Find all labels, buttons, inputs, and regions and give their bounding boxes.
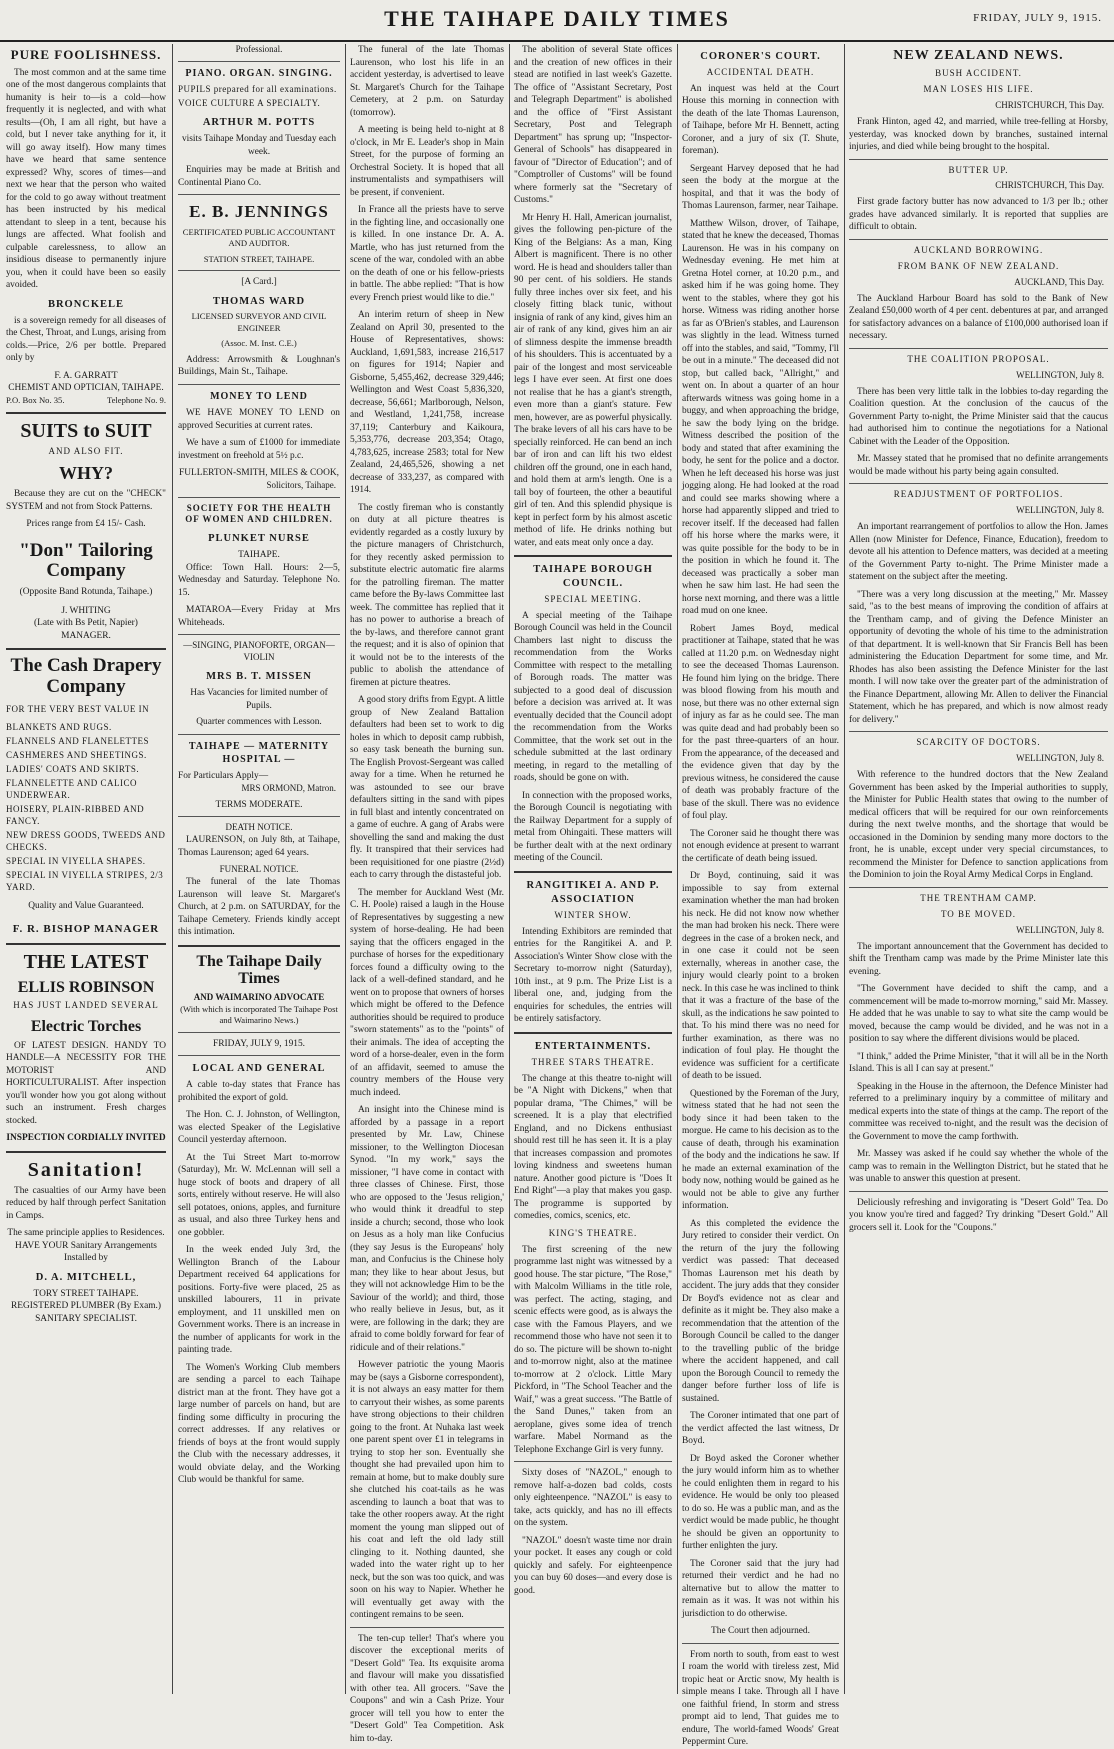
trentham-heading: THE TRENTHAM CAMP. — [920, 892, 1037, 903]
bush-accident-heading: BUSH ACCIDENT. — [935, 68, 1022, 79]
news-paragraph: In France all the priests have to serve in the fighting line, and occasionally one is killed. In one instance Dr. A. A. Martle, who has just returned from the scene of the war, condoled with an abbe on the death of one or his fellow-priests in battle. The abbe replied: "That is how every French priest would like to die." — [350, 205, 504, 303]
borough-paragraph: A special meeting of the Taihape Borough Council was held in the Council Chambers last night to discuss the recommendation from the Works Committee with respect to the metalling of Borough roads. The matter was subjected to a good deal of discussion before a decision was arrived at. It was eventually decided that the Council adopt the recommendation from the Works Committee, that the work set out in the schedule submitted at the last ordinary meeting, in regard to the metalling of roads, should be gone on with. — [514, 610, 672, 784]
cash-drapery-quality: Quality and Value Guaranteed. — [28, 900, 144, 911]
potts-enquiries: Enquiries may be made at British and Continental Piano Co. — [178, 165, 340, 188]
divider — [178, 61, 340, 62]
court-adjourned: The Court then adjourned. — [711, 1626, 810, 1637]
plunket-body: Office: Town Hall. Hours: 2—5, Wednesday and Saturday. Telephone No. 15. — [178, 562, 340, 598]
divider — [178, 634, 340, 635]
paper-date: FRIDAY, JULY 9, 1915. — [213, 1038, 305, 1049]
news-paragraph: The funeral of the late Thomas Laurenson, who lost his life in an accident yesterday, is advertised to leave St. Margaret's Church for the Taihape Cemetery, at 2 p.m. on Saturday (tomorrow). — [350, 45, 504, 118]
column-rule — [509, 44, 510, 1694]
missen-quarter: Quarter commences with Lesson. — [196, 717, 322, 728]
column-5-coroner — [682, 44, 839, 1748]
divider — [514, 1032, 672, 1034]
ward-name: THOMAS WARD — [212, 295, 306, 307]
inquest-paragraph: Robert James Boyd, medical practitioner at Taihape, stated that he was called at 11.20 p.m. on Wednesday night to see the deceased Thomas Laurenson. He found him lying on the bridge. There was blood flowing from his mouth and nose, but there was no other external sign of injury as far as he could see. The man was quite dead and had probably been so for the past three-quarters of an hour. From the appearance, of the deceased and the evidence given that day by the previous witness, he considered the cause of death was probably fracture of the base of the skull. There was no evidence of foul play. — [682, 623, 839, 822]
column-rule — [844, 44, 845, 1694]
divider — [178, 194, 340, 195]
divider — [514, 555, 672, 557]
dateline: WELLINGTON, July 8. — [1016, 753, 1104, 764]
coroners-court-heading: CORONER'S COURT. — [700, 51, 821, 62]
news-paragraph: The member for Auckland West (Mr. C. H. Poole) raised a laugh in the House of Representatives by suggesting a new system of horse-dealing. He had been saying that the officers engaged in the purchase of horses for the expeditionary forces found a difficulty owing to the lack of a well-defined standard, and he went on to propose that owners of horses which might be offered to the Defence authorities should be required to produce "sworn statements" as to the "points" of their animals. The idea of accepting the word of a horse-dealer, even in the form of an affidavit, seemed to amuse the country members of the House very much indeed. — [350, 887, 504, 1098]
cash-drapery-item: CASHMERES AND SHEETINGS. — [6, 750, 147, 761]
ellis-robinson-heading: ELLIS ROBINSON — [17, 978, 155, 996]
suits-price: Prices range from £4 15/- Cash. — [26, 519, 146, 530]
column-rule — [345, 44, 346, 1694]
news-paragraph: A good story drifts from Egypt. A little group of New Zealand Battalion defaulters had been set to work to dig holes in which to deposit camp rubbish, so easy task beneath the burning sun. The English Provost-Sergeant was called away for a time. When he returned he was astounded to see our brave defaulters sitting in the sand with pipes in full blast and intently concentrated on a game of euchre. A gang of Arabs were shovelling the sand and making the dust fly. It transpired that their services had been requisitioned for one piastre (2½d) each to carry through the distasteful job. — [350, 695, 504, 880]
funeral-notice-body: The funeral of the late Thomas Laurenson will leave St. Margaret's Church, at 2 p.m. on SATURDAY, for the Taihape Cemetery. Friends kindly accept this intimation. — [178, 877, 340, 938]
cash-drapery-item: LADIES' COATS AND SKIRTS. — [6, 764, 140, 775]
kings-theatre-paragraph: The first screening of the new programme last night was witnessed by a good house. The star picture, "The Rose," with Malcolm Williams in the title role, was perfect. The acting, staging, and scenic effects were good, as is always the case with the Famous Players, and we recommend those who have not seen it to do so. The picture will be shown to-night and to-morrow night, also at the matinee to-morrow at 2 o'clock. Little Mary Pickford, in "The School Teacher and the Waif," was a great success. "The Battle of the Sand Dunes," taken from an aeroplane, gives some idea of trench warfare. Mabel Normand as the Telephone Exchange Girl is very funny. — [514, 1244, 672, 1455]
fullerton-role: Solicitors, Taihape. — [266, 479, 336, 490]
maternity-heading: TAIHAPE — MATERNITY HOSPITAL — — [188, 740, 330, 766]
cash-drapery-item: FLANNELS AND FLANELETTES — [6, 736, 149, 747]
pure-foolishness-heading: PURE FOOLISHNESS. — [10, 47, 162, 62]
cash-drapery-item: HOISERY, PLAIN-RIBBED AND FANCY. — [6, 803, 145, 826]
trentham-paragraph: "The Government have decided to shift the camp, and a commencement will be made to-morrow morning," said Mr. Massey. He added that he was unable to say to what site the camp would be moved, because the camp would be divided, and he was not in a position to say where the different divisions would be placed. — [849, 984, 1108, 1045]
local-paragraph: In the week ended July 3rd, the Wellington Branch of the Labour Department received 64 applications for positions. Forty-five were placed, 25 as unskilled labourers, 11 in private employment, and 11 unskilled men on Government works. There is an increase in the number of applicants for work in the painting trade. — [178, 1245, 340, 1356]
pure-foolishness-body: The most common and at the same time one of the most dangerous complaints that humanity is heir to—is a cold—how frequently it is neglected, and with what results—(Oh, I am all right, but have a cold, but I never take anything for it, it will go away itself). How many times have we heard that same sentence expressed? Why, scores of times—and next we hear that the person who waited for the cold to go away without treatment has been instructed by his medical attendant to sleep in a tent, because his lungs are affected. What foolish and culpable carelessness, to allow an insidious disease to permanently injure you, when it could have been so easily avoided. — [6, 67, 166, 291]
garratt-title: CHEMIST AND OPTICIAN, TAIHAPE. — [8, 383, 164, 394]
column-2-professional — [178, 44, 340, 1694]
divider — [6, 648, 166, 650]
garratt-po-box: P.O. Box No. 35. — [6, 394, 65, 405]
paper-note: (With which is incorporated The Taihape Post and Waimarino News.) — [180, 1003, 338, 1026]
nazol-advert: "NAZOL" doesn't waste time nor drain your pocket. It eases any cough or cold quickly and safely. For eighteenpence you can buy 60 doses—and every dose is good. — [514, 1535, 672, 1596]
local-paragraph: The Women's Working Club members are sending a parcel to each Taihape district man at the front. They have got a large number of parcels on hand, but are finding some difficulty in procuring the correct addresses. If any relatives or friends of boys at the front would supply the Club with the necessary addresses, it would obviate delay, and the Working Club would be thankful for same. — [178, 1362, 340, 1486]
cash-drapery-item: SPECIAL IN VIYELLA STRIPES, 2/3 YARD. — [6, 869, 164, 892]
masthead — [0, 0, 1114, 42]
entertainments-heading: ENTERTAINMENTS. — [534, 1040, 652, 1052]
news-paragraph: An insight into the Chinese mind is afforded by a passage in a report presented by Mr. Law, Chinese missioner, to the Wellington Diocesan Synod. "In my work," says the missioner, "I have come in contact with three classes of Chinese. First, those who are opposed to the 'Jesus religion,' who would think it dreadful to step inside a church; second, those who look on Jesus as a holy man like Confucius (they say Jesus is the Europeans' holy man, and Confucius is the Chinese holy man; they like to hear about Jesus, but they will not acknowledge Him to be the Saviour of the world); and third, those who really believe in Jesus, but, as it were, are following in the dark; they are afraid to come boldly forward for fear of ridicule and of their relations." — [350, 1105, 504, 1353]
portfolios-paragraph: "There was a very long discussion at the meeting," Mr. Massey said, "as to the best means of improving the condition of affairs at the Trentham camp, and of giving the Defence Minister an opportunity of devoting the whole of his time to the administration of that department. It is well-known that Sir Francis Bell has been administering the Education Department for some time, and Mr. Rhodes has also been assisting the Defence Minister for the last month. I will now take over the greater part of the administration of the Finance Department, allowing Mr. Allen to deliver the Financial Statement, which he has prepared, and which is now almost ready for delivery." — [849, 589, 1108, 725]
divider — [849, 1191, 1108, 1192]
borough-council-sub: SPECIAL MEETING. — [544, 593, 642, 604]
paper-subtitle: AND WAIMARINO ADVOCATE — [193, 991, 325, 1002]
newspaper-title: THE TAIHAPE DAILY TIMES — [384, 6, 730, 31]
bronckele-body: is a sovereign remedy for all diseases of the Chest, Throat, and Lungs, arising from colds.—Price, 2/6 per bottle. Prepared only by — [6, 315, 166, 364]
sanitation-body-2: The same principle applies to Residences. — [7, 1228, 165, 1239]
news-paragraph: A meeting is being held to-night at 8 o'clock, in Mr E. Leader's shop in Main Street, for the purpose of forming an Orchestral Society. It is hoped that all instrumentalists and sympathisers will be present, if convenient. — [350, 125, 504, 198]
rangitikei-heading: RANGITIKEI A. AND P. ASSOCIATION — [526, 879, 660, 905]
society-heading: SOCIETY FOR THE HEALTH OF WOMEN AND CHILDREN. — [185, 502, 333, 525]
inquest-paragraph: Dr Boyd asked the Coroner whether the jury would inform him as to whether he could enlighten them in regard to his evidence. He would be only too pleased to do so. He was a public man, and as the verdict would be made public, he thought he should be given an opportunity to further enlighten the jury. — [682, 1453, 839, 1552]
fullerton-name: FULLERTON-SMITH, MILES & COOK, — [179, 468, 339, 479]
garratt-name: F. A. GARRATT — [54, 370, 118, 381]
don-tailoring-heading: "Don" Tailoring Company — [19, 539, 153, 582]
inquest-paragraph: The Coroner said that the jury had returned their verdict and he had no alternative but to allow the matter to remain as it was. It was not within his jurisdiction to do otherwise. — [682, 1558, 839, 1619]
tea-advert: The ten-cup teller! That's where you discover the exceptional merits of "Desert Gold" Tea. Its exquisite aroma and flavour will make you dissatisfied with other tea. All grocers. "Save the Coupons" and win a Cash Prize. Your grocer will tell you how to enter the "Desert Gold" Tea Competition. Ask him to-day. — [350, 1633, 504, 1744]
trentham-paragraph: Mr. Massey was asked if he could say whether the whole of the camp was to remain in the Wellington District, but he stated that he was unable to answer this question at present. — [849, 1149, 1108, 1185]
auckland-borrowing-heading: AUCKLAND BORROWING. — [913, 244, 1044, 255]
sanitation-body-3: HAVE YOUR Sanitary Arrangements Installed by — [15, 1240, 157, 1264]
mitchell-specialist: SANITARY SPECIALIST. — [35, 1313, 137, 1324]
peppermint-cure-advert: From north to south, from east to west I roam the world with tireless zest, Mid tropic heat or Arctic snow, My health is simple means I take. Through all I have one faithful friend, In storm and stress prompt aid to lend, That guides me to endure, The world-famed Woods' Great Peppermint Cure. — [682, 1649, 839, 1748]
divider — [514, 871, 672, 873]
mitchell-registered: REGISTERED PLUMBER (By Exam.) — [11, 1301, 161, 1312]
divider — [682, 1643, 839, 1644]
divider — [178, 497, 340, 498]
electric-torches-body: OF LATEST DESIGN. HANDY TO HANDLE—A NECESSITY FOR THE MOTORIST AND HORTICULTURALIST. After inspection you'll wonder how you got along without such an instrument. Fresh charges stocked. — [6, 1040, 166, 1126]
news-paragraph: The abolition of several State offices and the creation of new offices in their stead are notified in last week's Gazette. The office of "Assistant Secretary, Post and Telegraph Department" is abolished and the office of "First Assistant Secretary, Post and Telegraph Department" has sprung up; "Inspector-General of Schools" has disappeared in favour of "Director of Education"; and of "Comptroller of Customs" will be found where formerly sat the "Secretary of Customs." — [514, 45, 672, 205]
suits-heading: SUITS to SUIT — [20, 420, 152, 443]
column-3-news — [350, 44, 504, 1744]
professional-heading: Professional. — [235, 44, 283, 54]
trentham-sub: TO BE MOVED. — [940, 908, 1017, 919]
money-heading: MONEY TO LEND — [210, 390, 308, 402]
divider — [849, 483, 1108, 484]
jennings-address: STATION STREET, TAIHAPE. — [203, 253, 315, 264]
borough-council-heading: TAIHAPE BOROUGH COUNCIL. — [533, 564, 653, 589]
divider — [6, 412, 166, 414]
piano-heading: PIANO. ORGAN. SINGING. — [185, 67, 333, 79]
divider — [178, 1032, 340, 1033]
sanitation-heading: Sanitation! — [27, 1158, 145, 1181]
coalition-paragraph: Mr. Massey stated that he promised that no definite arrangements would be made without his party being again consulted. — [849, 454, 1108, 477]
trentham-paragraph: The important announcement that the Government has decided to shift the Trentham camp was made by the Prime Minister late this evening. — [849, 941, 1108, 977]
doctors-paragraph: With reference to the hundred doctors that the New Zealand Government has been asked by the Imperial authorities to supply, the Minister for Public Health states that owing to the number of medical officers that will be required for our own reinforcements during the next twelve months, and the shortage that would be occasioned in the Dominion by sending many more doctors to the front, he is unable, except under very special circumstances, to recommend the Minister for Defence to sanction applications from the Dominion to join the Royal Army Medical Corps in England. — [849, 770, 1108, 881]
three-stars-heading: THREE STARS THEATRE. — [531, 1056, 655, 1067]
local-general-heading: LOCAL AND GENERAL — [192, 1063, 326, 1075]
cash-drapery-item: FLANNELETTE AND CALICO UNDERWEAR. — [6, 777, 137, 800]
divider — [6, 1151, 166, 1153]
plunket-sub: TAIHAPE. — [238, 550, 280, 561]
potts-name: ARTHUR M. POTTS — [202, 117, 316, 129]
column-rule — [677, 44, 678, 1694]
potts-body: visits Taihape Monday and Tuesday each week. — [181, 134, 337, 157]
whiting-role: MANAGER. — [61, 630, 111, 641]
dateline: WELLINGTON, July 8. — [1016, 924, 1104, 935]
rangitikei-sub: WINTER SHOW. — [554, 909, 632, 920]
jennings-name: E. B. JENNINGS — [189, 202, 329, 222]
don-tailoring-address: (Opposite Band Rotunda, Taihape.) — [19, 587, 153, 598]
borough-paragraph: In connection with the proposed works, the Borough Council is negotiating with the Railway Department for a supply of metal from Ohingaiti. These matters will be further dealt with at the next ordinary meeting of the Council. — [514, 790, 672, 864]
sanitation-body: The casualties of our Army have been reduced by half through perfect Sanitation in Camps. — [6, 1185, 166, 1221]
ward-title: LICENSED SURVEYOR AND CIVIL ENGINEER — [191, 311, 327, 333]
suits-body: Because they are cut on the "CHECK" SYSTEM and not from Stock Patterns. — [6, 489, 166, 512]
dateline: AUCKLAND, This Day. — [1014, 276, 1104, 287]
inquest-paragraph: As this completed the evidence the Jury retired to consider their verdict. On the return of the jury the following verdict was passed: That deceased Thomas Laurenson met his death by accident. The jury adds that they consider Dr Boyd's evidence not as clear and definite as it might be. They also make a recommendation that the attention of the Borough Council be called to the danger to the travelling public of the bridge where the accident happened, and call upon the Borough Council to remedy the danger before further loss of life is sustained. — [682, 1218, 839, 1404]
trentham-paragraph: Speaking in the House in the afternoon, the Defence Minister had referred to a preliminary inquiry by a committee of military and medical experts into the state of things at the camp. The report of the committee was received to-night, and the result was the decision of the Government to move the camp forthwith. — [849, 1081, 1108, 1142]
inquest-paragraph: The Coroner said he thought there was not enough evidence at present to warrant the certificate of death being issued. — [682, 828, 839, 864]
inspection-invited: INSPECTION CORDIALLY INVITED — [6, 1133, 166, 1144]
divider — [350, 1627, 504, 1628]
funeral-notice-heading: FUNERAL NOTICE. — [219, 864, 299, 875]
jennings-title: CERTIFICATED PUBLIC ACCOUNTANT AND AUDITOR. — [182, 226, 336, 249]
cash-drapery-item: NEW DRESS GOODS, TWEEDS AND CHECKS. — [6, 829, 166, 852]
bush-accident-sub: MAN LOSES HIS LIFE. — [923, 84, 1034, 95]
ward-address: Address: Arrowsmith & Loughnan's Buildings, Main St., Taihape. — [178, 354, 340, 378]
local-paragraph: The Hon. C. J. Johnston, of Wellington, was elected Speaker of the Legislative Council yesterday afternoon. — [178, 1110, 340, 1146]
divider — [178, 384, 340, 385]
inquest-paragraph: The Coroner intimated that one part of the verdict affected the last witness, Dr Boyd. — [682, 1411, 839, 1447]
column-rule — [172, 44, 173, 1694]
accidental-death-heading: ACCIDENTAL DEATH. — [706, 66, 815, 77]
doctors-heading: SCARCITY OF DOCTORS. — [916, 737, 1041, 748]
divider — [178, 1055, 340, 1056]
mitchell-street: TORY STREET TAIHAPE. — [33, 1288, 139, 1299]
missen-body: Has Vacancies for limited number of Pupils. — [190, 688, 328, 711]
column-6-nz-news — [849, 44, 1108, 1694]
auckland-borrowing-sub: FROM BANK OF NEW ZEALAND. — [897, 260, 1060, 271]
divider — [849, 731, 1108, 732]
local-paragraph: A cable to-day states that France has prohibited the export of gold. — [178, 1080, 340, 1103]
inquest-paragraph: Matthew Wilson, drover, of Taihape, stated that he knew the deceased, Thomas Laurenson. He was in his company on Wednesday evening. He met him at Gretna Hotel corner, at 10.20 p.m., and asked him if he was going home. They went to the stables, where they got his horse. Witness was riding another horse as far as O'Brien's stables, and Laurenson was slightly in the lead. Witness turned off into the stables, and said, "Tommy, I'll be out in a minute." The deceased did not stop, but called back, "Allright," and went on. In about a quarter of an hour afterwards witness was going home in a buggy, and when approaching the bridge, he saw the body lying on the bridge. Witness described the position of the body and stated that after examining the body, he sent for the police and a doctor. When he left deceased his horse was just jogging along. He had looked at the road and could see marks showing where a horse had apparently slipped and tried to recover itself. If the deceased had fallen off his horse where the marks were, it was quite possible for the body to be in the position in which he found it. The deceased was practically a sober man when he saw him last. He had seen the horse next morning, and there was a little road mud on one knee. — [682, 218, 839, 617]
ward-assoc: (Assoc. M. Inst. C.E.) — [221, 338, 297, 349]
rangitikei-paragraph: Intending Exhibitors are reminded that entries for the Rangitikei A. and P. Association's Winter Show close with the Secretary to-morrow night (Saturday), 10th inst., at 9 p.m. The Prize List is a liberal one, and, judging from the enquiries for schedules, the entries will be entirely satisfactory. — [514, 926, 672, 1025]
inquest-paragraph: An inquest was held at the Court House this morning in connection with the death of the late Thomas Laurenson, of Taihape, before Mr H. Bennett, acting Coroner, and a jury of six (T. Shute, foreman). — [682, 83, 839, 157]
divider — [6, 943, 166, 945]
suits-subheading: AND ALSO FIT. — [48, 446, 124, 457]
masthead-date: FRIDAY, JULY 9, 1915. — [973, 12, 1102, 24]
cash-drapery-intro: FOR THE VERY BEST VALUE IN — [6, 704, 150, 715]
divider — [849, 887, 1108, 888]
whiting-name: J. WHITING — [61, 605, 111, 616]
piano-line-2: VOICE CULTURE A SPECIALTY. — [178, 98, 321, 109]
butter-heading: BUTTER UP. — [948, 164, 1009, 175]
singing-heading: —SINGING, PIANOFORTE, ORGAN—VIOLIN — [183, 640, 335, 663]
column-4-news — [514, 44, 672, 1694]
divider — [178, 734, 340, 735]
bishop-manager: F. R. BISHOP MANAGER — [12, 923, 160, 936]
bronckele-heading: BRONCKELE — [47, 298, 125, 310]
death-notice-heading: DEATH NOTICE. — [225, 822, 293, 833]
divider — [849, 348, 1108, 349]
cash-drapery-item: SPECIAL IN VIYELLA SHAPES. — [6, 855, 146, 866]
maternity-apply: For Particulars Apply— — [178, 771, 269, 782]
butter-paragraph: First grade factory butter has now advanced to 1/3 per lb.; other grades have advanced similarly. It is reported that supplies are difficult to obtain. — [849, 197, 1108, 233]
paper-title: The Taihape Daily Times — [196, 952, 322, 988]
news-paragraph: However patriotic the young Maoris may be (says a Gisborne correspondent), it is not always an easy matter for them to carryout their wishes, as some parents have strong objections to their children going to the front. At Nuhaka last week one parent spent over £1 in telegrams in trying to stop her son. Eventually she thought she had prevailed upon him to remain at home, but to make doubly sure she clutched his coat-tails as he was ascending to launch a boat that was to take the other roopers away. At the right moment the young man slipped out of his coat and left the old lady still clinging to it. Nothing daunted, she waded into the water right up to her neck, but the son was too quick, and was soon on his way to Napier. Whether he will eventually get away with the contingent remains to be seen. — [350, 1360, 504, 1620]
column-1-ads — [6, 44, 166, 1694]
cash-drapery-heading: The Cash Drapery Company — [10, 655, 162, 698]
divider — [178, 945, 340, 947]
death-notice-body: LAURENSON, on July 8th, at Taihape, Thomas Laurenson; aged 64 years. — [178, 835, 340, 858]
dateline: CHRISTCHURCH, This Day. — [995, 100, 1104, 111]
trentham-paragraph: "I think," added the Prime Minister, "that it will all be in the North Island. This is all I can say at present." — [849, 1051, 1108, 1075]
garratt-contacts — [6, 395, 166, 406]
garratt-telephone: Telephone No. 9. — [106, 394, 166, 405]
ellis-robinson-sub: HAS JUST LANDED SEVERAL — [13, 1000, 159, 1011]
maternity-matron: MRS ORMOND, Matron. — [241, 782, 336, 793]
portfolios-paragraph: An important rearrangement of portfolios to allow the Hon. James Allen (now Minister for Defence, Finance, Education), freedom to devote all his attention to Defence matters, was decided at a meeting of the Government Party to-night. The Prime Minister made a statement on the subject after the meeting. — [849, 522, 1108, 583]
news-paragraph: Mr Henry H. Hall, American journalist, gives the following pen-picture of the King of the Belgians: As a man, King Albert is magnificent. There is no other word. He is head and shoulders taller than 90 per cent. of his soldiers. He stands fully three inches over six feet, and his closely fitting black tunic, without insignia of rank of any kind, gives him an air of rank of any kind, gives him an air of slimness despite the immense breadth of his shoulders. This is accentuated by a pair of the longest and most serviceable legs I have ever seen. At first one does not realise that he has a giant's strength, even more than a giant's stature. Few men, however, are as powerful physically. The brake levers of all his cars have to be specially reinforced. He can bend an inch bar of iron and can lift his two eldest children off the ground, one in each hand, and hold them at arm's length. One is a tall boy of fourteen, the other a beautiful girl of ten. And this splendid physique is kept in perfect form by his almost ascetic method of life. He drinks nothing but water, and eats meat only once a day. — [514, 212, 672, 548]
dateline: WELLINGTON, July 8. — [1016, 369, 1104, 380]
portfolios-heading: READJUSTMENT OF PORTFOLIOS. — [893, 489, 1064, 500]
mitchell-name: D. A. MITCHELL, — [35, 1271, 137, 1283]
inquest-paragraph: Dr Boyd, continuing, said it was impossible to say from external examination whether the man had broken his neck. He did not know now whether the man had broken his neck. There were degrees in the case of a broken neck, and in one case it could not be seen externally, whereas in another case, the injury would clearly point to a broken neck. In this case he was inclined to think that it was a fracture of the base of the skull, as the indications he saw pointed to that. To his mind there was no need for further examination, as there was no indication of foul play. He thought the evidence was sufficient for a certificate of death to be issued. — [682, 871, 839, 1082]
maternity-terms: TERMS MODERATE. — [215, 799, 303, 810]
money-line-1: WE HAVE MONEY TO LEND on approved Securities at current rates. — [178, 408, 340, 431]
local-paragraph: At the Tui Street Mart to-morrow (Saturday), Mr. W. McLennan will sell a huge stock of boots and drapery of all sorts, entirely without reserve. He will also sell potatoes, onions, apples, and furniture as usual, and also three Turkey hens and one gobbler. — [178, 1152, 340, 1238]
inquest-paragraph: Questioned by the Foreman of the Jury, witness stated that he had not seen the body since it had been taken to the morgue. He came to his decision as to the cause of death, through his examination of the body and the indications he saw. If he made an external examination of the body now, nothing would be gained as he would not be able to give any further information. — [682, 1088, 839, 1212]
auckland-borrowing-paragraph: The Auckland Harbour Board has sold to the Bank of New Zealand £50,000 worth of 4 per cent. debentures at par, and arranged for satisfactory advances on a balance of £100,000 authorised loan if necessary. — [849, 293, 1108, 342]
three-stars-paragraph: The change at this theatre to-night will be "A Night with Dickens," when that popular drama, "The Chimes," will be screened. It is a play that electrified England, and no Dickens enthusiast should rest till he has seen it. It is a play that increases compassion and promotes loving kindness and sweetens human nature. Another good picture is "Does It End Right"—a play that makes you gasp. The programme is supported by comedies, comics, scenics, etc. — [514, 1073, 672, 1222]
plunket-heading: PLUNKET NURSE — [208, 533, 310, 545]
plunket-mataroa: MATAROA—Every Friday at Mrs Whiteheads. — [178, 605, 340, 628]
inquest-paragraph: Sergeant Harvey deposed that he had seen the body at the morgue at the hospital, and that it was the body of Thomas Laurenson, farmer, near Taihape. — [682, 163, 839, 212]
card-label: [A Card.] — [241, 277, 277, 288]
divider — [178, 270, 340, 271]
divider — [849, 159, 1108, 160]
news-paragraph: An interim return of sheep in New Zealand on April 30, presented to the House of Representatives, shows: Auckland, 1,691,583, increase 216,517 on figures for 1914; Napier and Gisborne, 5,455,462, decrease 329,446; Wellington and West Coast 5,836,320, decrease, 56,661; Marlborough, Nelson, and Westland, 1,241,758, increase 37,119; Canterbury and Kaikoura, 5,353,776, decrease 203,354; Otago, 4,783,625, increase 2583; total for New Zealand, 24,465,526, showing a net decrease of 333,237, as compared with 1914. — [350, 310, 504, 495]
nazol-advert: Sixty doses of "NAZOL," enough to remove half-a-dozen bad colds, costs only eighteenpence. "NAZOL" is easy to take, acts quickly, and has no ill effects on the system. — [514, 1468, 672, 1529]
missen-name: MRS B. T. MISSEN — [206, 671, 312, 683]
divider — [849, 239, 1108, 240]
cash-drapery-item: BLANKETS AND RUGS. — [6, 722, 112, 733]
divider — [178, 816, 340, 817]
electric-torches-heading: Electric Torches — [30, 1018, 142, 1036]
tea-advert: Deliciously refreshing and invigorating is "Desert Gold" Tea. Do you know you're tired and fagged? Try drinking "Desert Gold." All grocers sell it. Look for the "Coupons." — [849, 1197, 1108, 1233]
piano-line-1: PUPILS prepared for all examinations. — [178, 84, 337, 95]
money-line-2: We have a sum of £1000 for immediate investment on freehold at 5½ p.c. — [178, 438, 340, 461]
kings-theatre-heading: KING'S THEATRE. — [548, 1227, 638, 1238]
why-heading: WHY? — [59, 463, 113, 484]
divider — [514, 1461, 672, 1462]
dateline: WELLINGTON, July 8. — [1016, 505, 1104, 516]
coalition-paragraph: There has been very little talk in the lobbies to-day regarding the Coalition question. At the conclusion of the caucus of the Government Party to-night, the Prime Minister said that the caucus had authorised him to continue the negotiations for a National Cabinet with the Leader of the Opposition. — [849, 386, 1108, 447]
latest-heading: THE LATEST — [23, 950, 149, 973]
coalition-heading: THE COALITION PROPOSAL. — [907, 353, 1050, 364]
nz-news-heading: NEW ZEALAND NEWS. — [893, 48, 1064, 63]
whiting-note: (Late with Bs Petit, Napier) — [34, 618, 138, 629]
bush-accident-paragraph: Frank Hinton, aged 42, and married, while tree-felling at Horsby, yesterday, was knocked down by branches, sustained internal injuries, and died while being brought to the hospital. — [849, 117, 1108, 152]
news-paragraph: The costly fireman who is constantly on duty at all picture theatres is evidently regarded as a costly luxury by the picture managers of Christchurch, for they recently asked permission to substitute electric automatic fire alarms for the patrolling fireman. The matter came before the By-laws Committee last week. The committee has replied that it has no power to authorise a breach of the by-laws, and therefore cannot grant the request; and it is also of opinion that it would not be to the interests of the public to abolish the attendance of firemen at picture theatres. — [350, 502, 504, 688]
dateline: CHRISTCHURCH, This Day. — [995, 180, 1104, 191]
